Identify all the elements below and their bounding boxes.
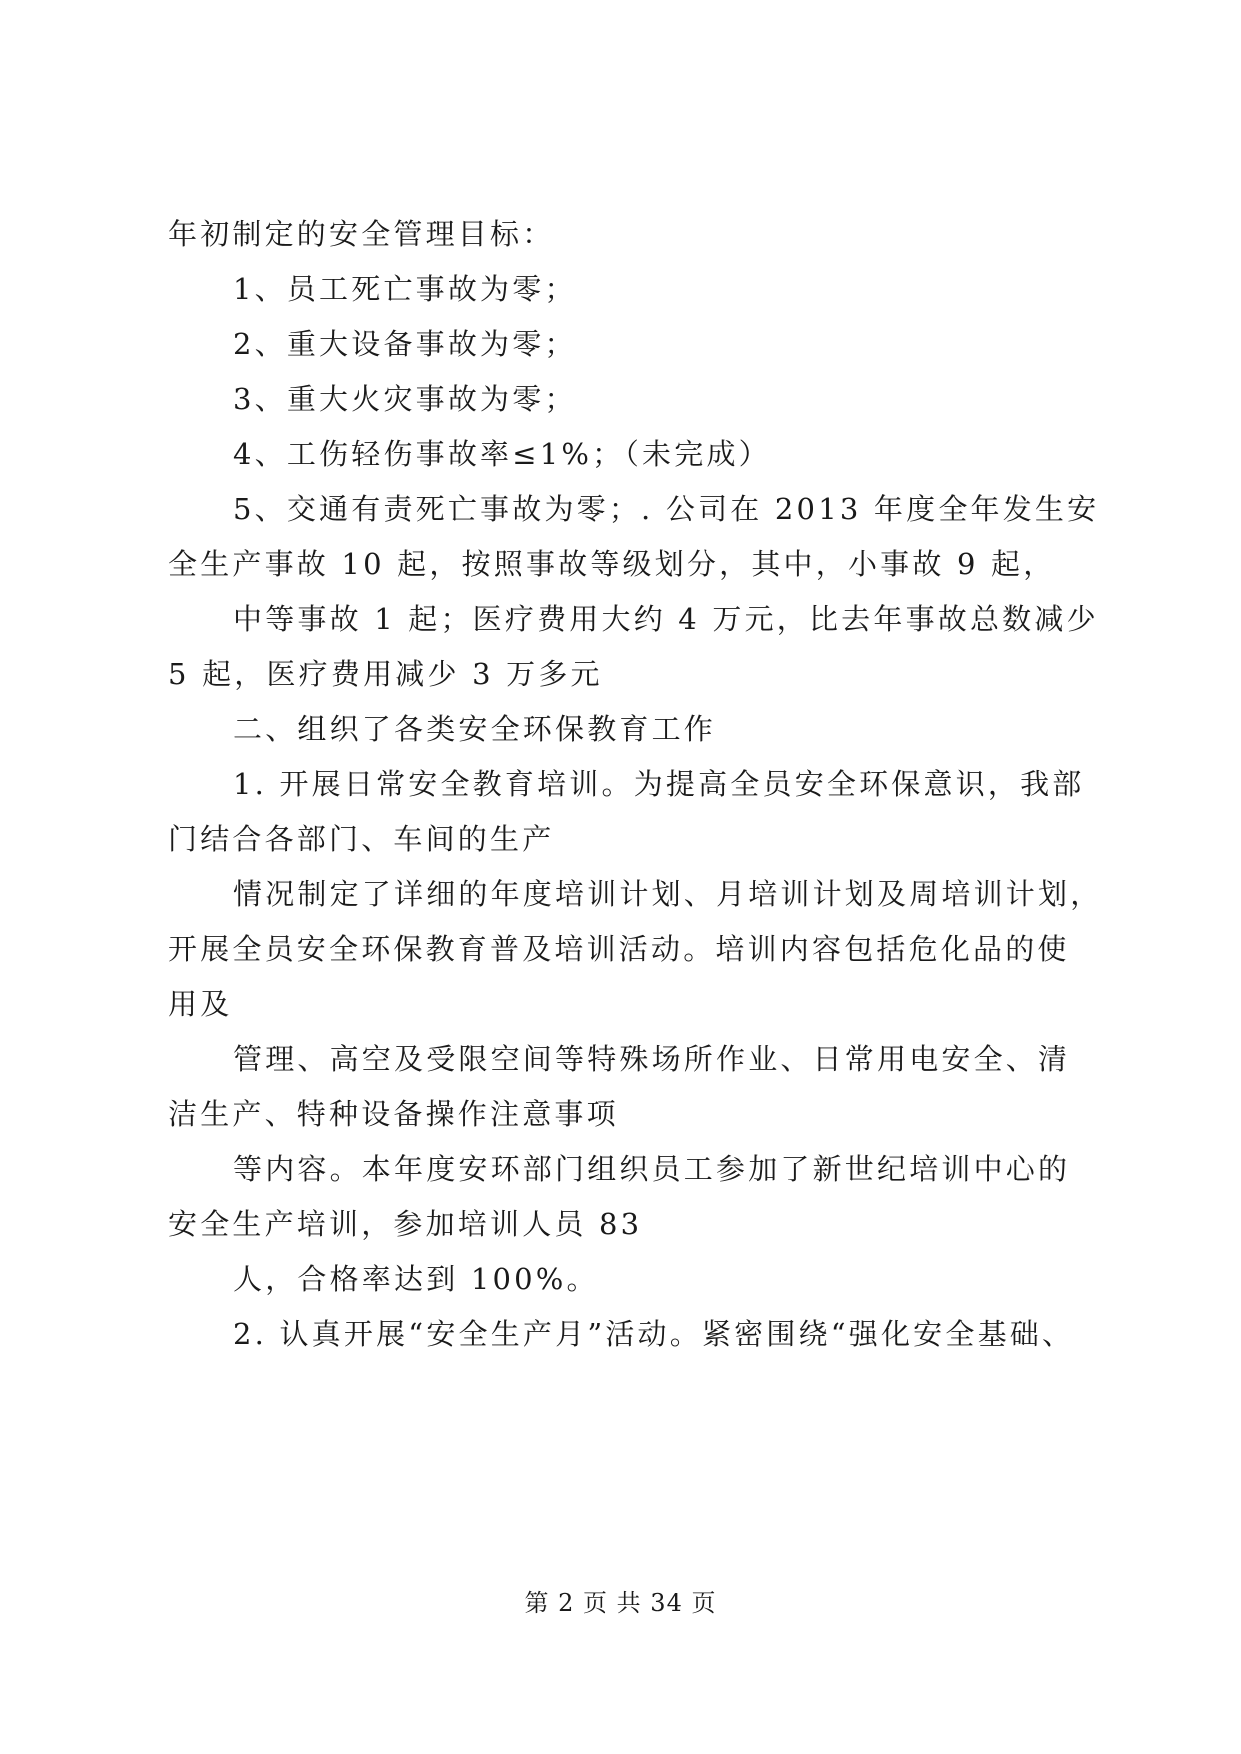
text-line-14: 开展全员安全环保教育普及培训活动。培训内容包括危化品的使: [168, 932, 1070, 966]
text-line-12: 门结合各部门、车间的生产: [168, 822, 555, 856]
text-line-6: 5、交通有责死亡事故为零；. 公司在 2013 年度全年发生安: [233, 492, 1100, 526]
text-line-9: 5 起，医疗费用减少 3 万多元: [168, 657, 603, 691]
text-line-7: 全生产事故 10 起，按照事故等级划分，其中，小事故 9 起，: [168, 547, 1056, 581]
text-line-5: 4、工伤轻伤事故率≤1%；（未完成）: [233, 437, 771, 471]
text-line-15: 用及: [168, 987, 233, 1021]
text-line-13: 情况制定了详细的年度培训计划、月培训计划及周培训计划，: [233, 877, 1103, 911]
text-line-1: 年初制定的安全管理目标：: [168, 217, 555, 251]
text-line-4: 3、重大火灾事故为零；: [233, 382, 577, 416]
text-line-11: 1. 开展日常安全教育培训。为提高全员安全环保意识，我部: [233, 767, 1085, 801]
text-line-3: 2、重大设备事故为零；: [233, 327, 577, 361]
text-line-16: 管理、高空及受限空间等特殊场所作业、日常用电安全、清: [233, 1042, 1071, 1076]
text-line-21: 2. 认真开展“安全生产月”活动。紧密围绕“强化安全基础、: [233, 1317, 1075, 1351]
text-line-17: 洁生产、特种设备操作注意事项: [168, 1097, 619, 1131]
text-line-8: 中等事故 1 起；医疗费用大约 4 万元，比去年事故总数减少: [233, 602, 1099, 636]
section-heading: 二、组织了各类安全环保教育工作: [233, 712, 717, 746]
page-number-footer: 第 2 页 共 34 页: [524, 1589, 717, 1617]
text-line-18: 等内容。本年度安环部门组织员工参加了新世纪培训中心的: [233, 1152, 1071, 1186]
text-line-20: 人，合格率达到 100%。: [233, 1262, 599, 1296]
text-line-2: 1、员工死亡事故为零；: [233, 272, 577, 306]
text-line-19: 安全生产培训，参加培训人员 83: [168, 1207, 643, 1241]
